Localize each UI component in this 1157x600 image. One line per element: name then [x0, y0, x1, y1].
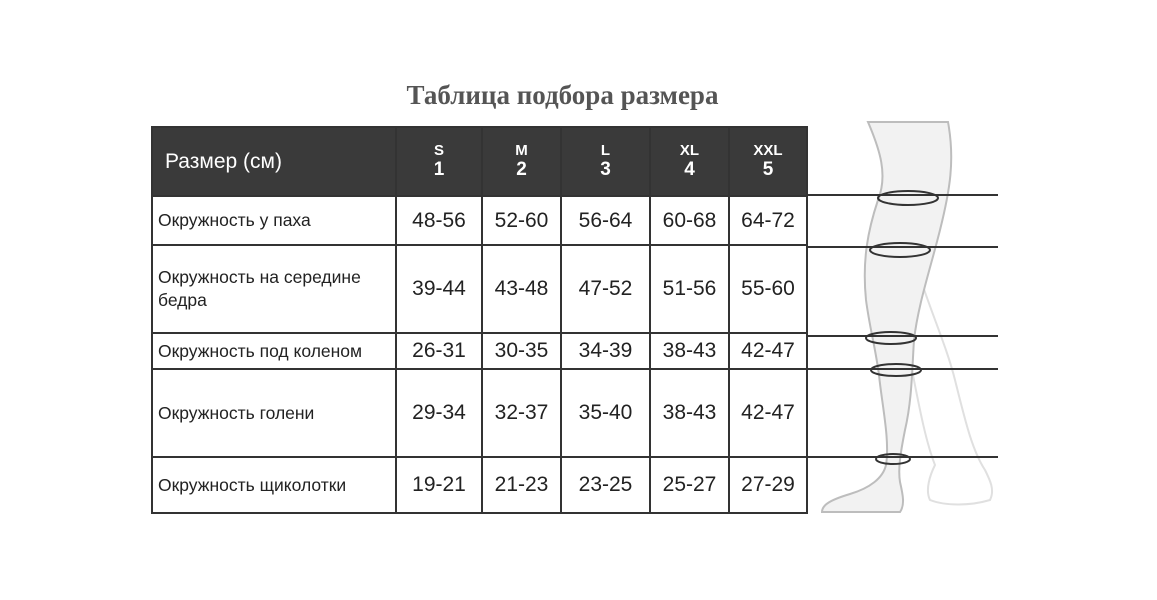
- table-cell: 52-60: [482, 196, 561, 245]
- size-number: 1: [433, 159, 445, 181]
- table-cell: 32-37: [482, 369, 561, 457]
- table-cell: 21-23: [482, 457, 561, 513]
- size-chart-table: [151, 126, 808, 514]
- table-cell: 26-31: [396, 333, 482, 369]
- table-cell: 35-40: [561, 369, 650, 457]
- table-cell: 55-60: [729, 245, 807, 333]
- size-header-label: Размер (см): [152, 127, 396, 196]
- size-number: 5: [762, 159, 774, 181]
- table-cell: 42-47: [729, 333, 807, 369]
- table-cell: 47-52: [561, 245, 650, 333]
- size-letter: L: [600, 141, 611, 159]
- table-row: [152, 196, 807, 245]
- table-cell: 48-56: [396, 196, 482, 245]
- table-cell: 23-25: [561, 457, 650, 513]
- table-cell: 42-47: [729, 369, 807, 457]
- row-label: Окружность у паха: [152, 196, 396, 245]
- table-cell: 60-68: [650, 196, 729, 245]
- size-number: 2: [516, 159, 527, 181]
- row-label: Окружность голени: [152, 369, 396, 457]
- header-row: [152, 127, 807, 196]
- size-number: 3: [600, 159, 611, 181]
- table-cell: 27-29: [729, 457, 807, 513]
- row-label: Окружность на середине бедра: [152, 245, 396, 333]
- table-cell: 34-39: [561, 333, 650, 369]
- row-label: Окружность щиколотки: [152, 457, 396, 513]
- leg-measurement-illustration: [806, 110, 1006, 520]
- size-column-header: [561, 127, 650, 196]
- size-letter: XL: [679, 141, 700, 159]
- size-number: 4: [684, 159, 695, 181]
- size-letter: M: [515, 141, 528, 159]
- table-cell: 38-43: [650, 333, 729, 369]
- table-row: [152, 457, 807, 513]
- table-row: [152, 369, 807, 457]
- size-column-header: [729, 127, 807, 196]
- table-cell: 39-44: [396, 245, 482, 333]
- table-cell: 29-34: [396, 369, 482, 457]
- table-cell: 25-27: [650, 457, 729, 513]
- table-cell: 30-35: [482, 333, 561, 369]
- table-cell: 56-64: [561, 196, 650, 245]
- size-column-header: [396, 127, 482, 196]
- table-cell: 51-56: [650, 245, 729, 333]
- table-cell: 38-43: [650, 369, 729, 457]
- size-column-header: [650, 127, 729, 196]
- row-label: Окружность под коленом: [152, 333, 396, 369]
- size-letter: XXL: [753, 141, 783, 159]
- table-cell: 64-72: [729, 196, 807, 245]
- table-row: [152, 245, 807, 333]
- table-cell: 43-48: [482, 245, 561, 333]
- size-column-header: [482, 127, 561, 196]
- table-cell: 19-21: [396, 457, 482, 513]
- page-title: Таблица подбора размера: [406, 80, 719, 110]
- size-letter: S: [433, 141, 444, 159]
- table-row: [152, 333, 807, 369]
